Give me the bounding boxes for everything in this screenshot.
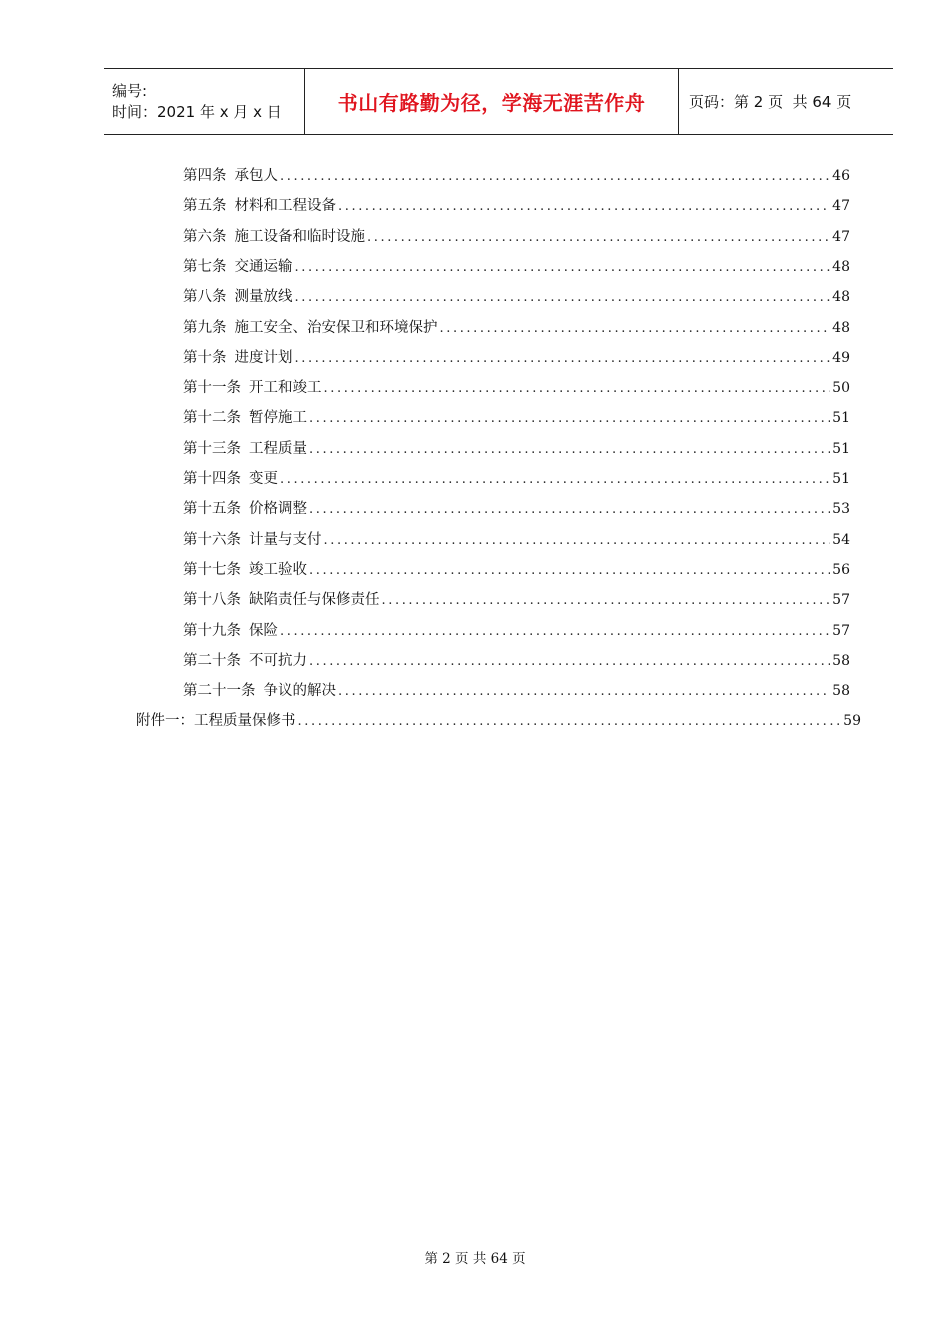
toc-entry-number: 第七条 bbox=[183, 258, 227, 275]
toc-entry[interactable] bbox=[183, 257, 850, 277]
toc-entry-title: 计量与支付 bbox=[249, 531, 322, 548]
toc-entry[interactable] bbox=[183, 469, 850, 489]
toc-entry-number: 第八条 bbox=[183, 289, 227, 306]
time-label: 时间：2021 年 x 月 x 日 bbox=[112, 102, 282, 121]
footer-page-number: 第 2 页 共 64 页 bbox=[424, 1251, 526, 1267]
toc-dot-leader bbox=[280, 470, 830, 490]
toc-dot-leader bbox=[309, 500, 830, 520]
toc-entry-page: 46 bbox=[832, 168, 850, 184]
toc-dot-leader bbox=[382, 591, 831, 611]
toc-entry-number: 第五条 bbox=[183, 198, 227, 215]
toc-entry-page: 57 bbox=[832, 622, 850, 639]
toc-dot-leader bbox=[295, 258, 831, 278]
toc-entry-number: 第十五条 bbox=[183, 501, 241, 518]
toc-entry[interactable] bbox=[183, 287, 850, 307]
toc-entry-number: 第四条 bbox=[183, 168, 227, 184]
toc-entry-title: 材料和工程设备 bbox=[234, 198, 336, 215]
toc-entry-page: 51 bbox=[832, 440, 850, 457]
toc-entry-number: 第九条 bbox=[183, 319, 227, 336]
page-header bbox=[104, 68, 893, 135]
toc-entry[interactable] bbox=[183, 227, 850, 247]
toc-entry-number: 第十七条 bbox=[183, 561, 241, 578]
header-meta-cell bbox=[104, 69, 305, 134]
toc-entry-page: 50 bbox=[832, 380, 850, 397]
toc-entry-number: 第十九条 bbox=[183, 622, 241, 639]
toc-entry[interactable] bbox=[183, 621, 850, 641]
toc-entry-page: 48 bbox=[832, 289, 850, 306]
toc-entry-title: 工程质量 bbox=[249, 440, 307, 457]
toc-dot-leader bbox=[338, 682, 830, 702]
toc-entry-title: 争议的解决 bbox=[263, 683, 336, 700]
motto-text: 书山有路勤为径，学海无涯苦作舟 bbox=[337, 91, 646, 115]
toc-entry-title: 附件一：工程质量保修书 bbox=[136, 713, 296, 730]
toc-entry[interactable] bbox=[183, 166, 850, 186]
page-footer bbox=[0, 1247, 950, 1267]
toc-entry-page: 48 bbox=[832, 258, 850, 275]
toc-entry-title: 变更 bbox=[249, 471, 278, 487]
toc-entry-number: 第十二条 bbox=[183, 410, 241, 427]
toc-entry-page: 51 bbox=[832, 471, 850, 487]
toc-entry-page: 57 bbox=[832, 592, 850, 609]
toc-entry-title: 竣工验收 bbox=[249, 561, 307, 578]
toc-entry-number: 第六条 bbox=[183, 228, 227, 245]
toc-entry[interactable] bbox=[183, 560, 850, 580]
toc-entry-page: 56 bbox=[832, 561, 850, 578]
toc-entry-page: 53 bbox=[832, 501, 850, 518]
toc-entry-number: 第十一条 bbox=[183, 380, 241, 397]
toc-entry-number: 第二十一条 bbox=[183, 683, 256, 700]
toc-entry[interactable] bbox=[183, 196, 850, 216]
header-motto-cell bbox=[305, 69, 679, 134]
toc-entry[interactable] bbox=[183, 318, 850, 338]
toc-entry[interactable] bbox=[183, 681, 850, 701]
toc-dot-leader bbox=[295, 349, 831, 369]
toc-entry-page: 59 bbox=[843, 713, 861, 730]
toc-dot-leader bbox=[309, 652, 830, 672]
toc-entry[interactable] bbox=[183, 590, 850, 610]
toc-entry-page: 58 bbox=[832, 652, 850, 669]
toc-entry[interactable] bbox=[183, 530, 850, 550]
toc-entry-title: 进度计划 bbox=[234, 349, 293, 366]
toc-entry-title: 开工和竣工 bbox=[249, 380, 322, 397]
toc-dot-leader bbox=[324, 379, 831, 399]
toc-entry-title: 价格调整 bbox=[249, 501, 307, 518]
toc-entry-page: 58 bbox=[832, 683, 850, 700]
toc-entry-title: 交通运输 bbox=[234, 258, 293, 275]
toc-dot-leader bbox=[298, 712, 842, 732]
toc-entry-number: 第十条 bbox=[183, 349, 227, 366]
toc-entry-number: 第十六条 bbox=[183, 531, 241, 548]
toc-dot-leader bbox=[280, 622, 830, 642]
toc-dot-leader bbox=[324, 531, 831, 551]
toc-entry-page: 51 bbox=[832, 410, 850, 427]
toc-entry[interactable] bbox=[183, 651, 850, 671]
toc-entry[interactable] bbox=[183, 408, 850, 428]
toc-entry-title: 暂停施工 bbox=[249, 410, 307, 427]
toc-entry-title: 缺陷责任与保修责任 bbox=[249, 592, 380, 609]
toc-entry[interactable] bbox=[183, 499, 850, 519]
toc-entry-page: 47 bbox=[832, 198, 850, 215]
toc-entry-title: 不可抗力 bbox=[249, 652, 307, 669]
toc-entry-number: 第十四条 bbox=[183, 471, 241, 487]
toc-entry-title: 承包人 bbox=[234, 168, 278, 184]
header-page-label: 页码：第 2 页 共 64 页 bbox=[689, 93, 852, 111]
toc-dot-leader bbox=[367, 228, 830, 248]
toc-entry[interactable] bbox=[183, 348, 850, 368]
toc-entry-page: 54 bbox=[832, 531, 850, 548]
toc-dot-leader bbox=[440, 319, 831, 339]
toc-dot-leader bbox=[309, 440, 830, 460]
toc-entry-page: 47 bbox=[832, 228, 850, 245]
toc-dot-leader bbox=[338, 197, 830, 217]
toc-dot-leader bbox=[309, 409, 830, 429]
header-page-cell bbox=[679, 69, 893, 134]
toc-entry-number: 第二十条 bbox=[183, 652, 241, 669]
toc-entry-title: 施工设备和临时设施 bbox=[234, 228, 365, 245]
toc-entry[interactable] bbox=[183, 439, 850, 459]
toc-entry-page: 48 bbox=[832, 319, 850, 336]
toc-entry-title: 测量放线 bbox=[234, 289, 293, 306]
serial-label: 编号: bbox=[112, 81, 148, 100]
toc-entry-page: 49 bbox=[832, 349, 850, 366]
toc-dot-leader bbox=[295, 288, 831, 308]
toc-entry-number: 第十三条 bbox=[183, 440, 241, 457]
toc-entry-number: 第十八条 bbox=[183, 592, 241, 609]
toc-entry-title: 施工安全、治安保卫和环境保护 bbox=[234, 319, 438, 336]
toc-entry[interactable] bbox=[183, 378, 850, 398]
toc-entry[interactable] bbox=[136, 711, 861, 731]
toc-dot-leader bbox=[309, 561, 830, 581]
toc-entry-title: 保险 bbox=[249, 622, 278, 639]
toc-dot-leader bbox=[280, 167, 830, 187]
